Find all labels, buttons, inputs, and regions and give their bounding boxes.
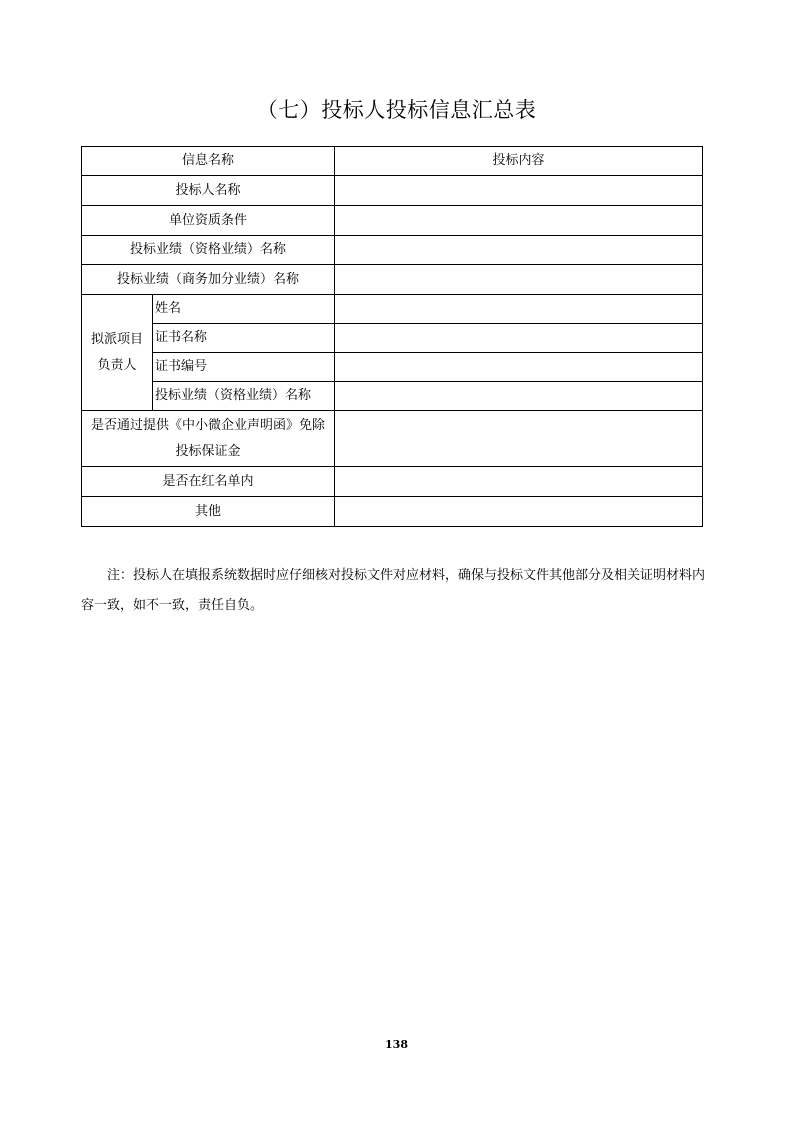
table-row [82,176,703,206]
deposit-exempt-line1: 是否通过提供《中小微企业声明函》免除 [91,417,326,433]
bid-info-table [81,146,703,527]
row-label-manager-cert-name: 证书名称 [153,324,335,353]
value-performance-qualification[interactable] [335,236,703,265]
table-row [82,324,703,353]
row-label-manager-performance: 投标业绩（资格业绩）名称 [153,382,335,411]
value-red-list[interactable] [335,467,703,497]
row-label-performance-bonus: 投标业绩（商务加分业绩）名称 [82,265,335,295]
table-row [82,382,703,411]
manager-group-line1: 拟派项目 [90,331,143,347]
row-label-manager-cert-no: 证书编号 [153,353,335,382]
table-row [82,467,703,497]
row-label-qualification: 单位资质条件 [82,206,335,236]
row-label-bidder-name: 投标人名称 [82,176,335,206]
header-info-name: 信息名称 [82,147,335,176]
table-row [82,353,703,382]
row-label-red-list: 是否在红名单内 [82,467,335,497]
table-row [82,265,703,295]
table-row [82,295,703,324]
value-manager-name[interactable] [335,295,703,324]
footnote: 注：投标人在填报系统数据时应仔细核对投标文件对应材料，确保与投标文件其他部分及相关证明材料内容一致，如不一致，责任自负。 [81,568,706,613]
value-manager-cert-name[interactable] [335,324,703,353]
page-number: 138 [385,1038,408,1051]
table-row [82,236,703,265]
header-content: 投标内容 [335,147,703,176]
row-label-deposit-exempt [82,411,335,467]
row-label-performance-qualification: 投标业绩（资格业绩）名称 [82,236,335,265]
value-deposit-exempt[interactable] [335,411,703,467]
row-label-other: 其他 [82,497,335,527]
value-manager-performance[interactable] [335,382,703,411]
table-row [82,206,703,236]
deposit-exempt-line2: 投标保证金 [175,443,241,459]
table-header-row [82,147,703,176]
row-label-manager-group [82,295,153,411]
page-title: （七）投标人投标信息汇总表 [256,98,537,122]
manager-group-line2: 负责人 [97,357,137,373]
value-other[interactable] [335,497,703,527]
table-row [82,411,703,467]
value-manager-cert-no[interactable] [335,353,703,382]
value-bidder-name[interactable] [335,176,703,206]
row-label-manager-name: 姓名 [153,295,335,324]
value-qualification[interactable] [335,206,703,236]
table-row [82,497,703,527]
value-performance-bonus[interactable] [335,265,703,295]
